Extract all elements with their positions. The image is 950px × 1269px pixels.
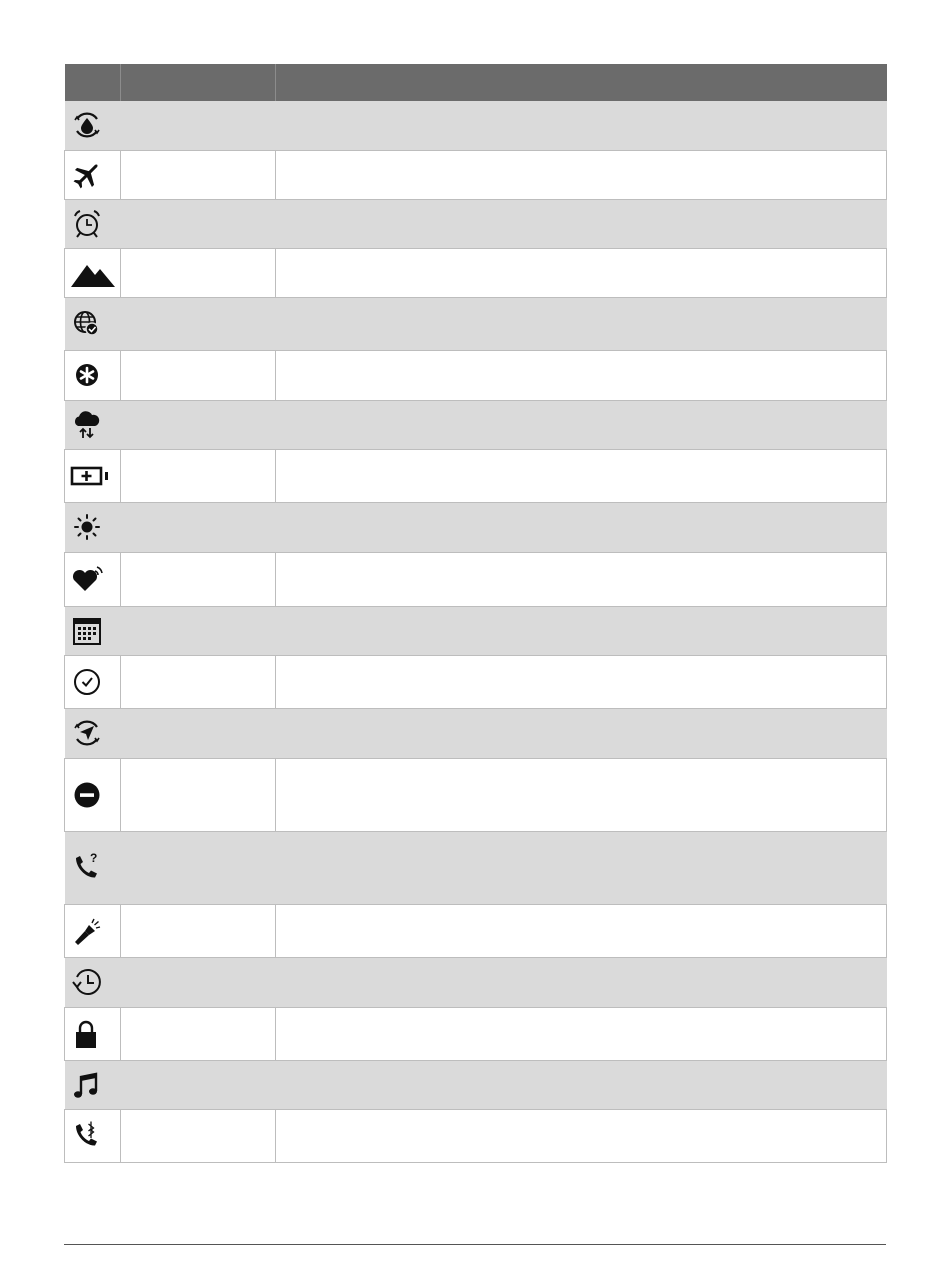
icon-cell bbox=[65, 708, 121, 758]
table-row bbox=[65, 1060, 887, 1109]
mountain-icon bbox=[69, 255, 117, 291]
navigation-arrow-icon bbox=[69, 715, 105, 751]
globe-check-icon bbox=[69, 306, 105, 342]
table-row bbox=[65, 606, 887, 655]
table-row bbox=[65, 199, 887, 248]
table-row bbox=[65, 248, 887, 297]
cloud-sync-icon bbox=[69, 407, 105, 443]
table-row bbox=[65, 758, 887, 831]
phone-bluetooth-icon bbox=[69, 1118, 105, 1154]
icon-cell bbox=[65, 199, 121, 248]
icon-cell bbox=[65, 248, 121, 297]
icon-cell bbox=[65, 606, 121, 655]
do-not-disturb-icon bbox=[69, 777, 105, 813]
alarm-clock-icon bbox=[69, 206, 105, 242]
table-row bbox=[65, 101, 887, 150]
icon-cell bbox=[65, 957, 121, 1007]
table-row bbox=[65, 957, 887, 1007]
table-row bbox=[65, 655, 887, 708]
icon-cell bbox=[65, 150, 121, 199]
airplane-icon bbox=[69, 157, 105, 193]
table-row bbox=[65, 904, 887, 957]
table-row bbox=[65, 449, 887, 502]
icon-cell bbox=[65, 655, 121, 708]
table-row bbox=[65, 831, 887, 904]
table-row bbox=[65, 502, 887, 552]
battery-saver-icon bbox=[69, 458, 113, 494]
table-row bbox=[65, 1007, 887, 1060]
header-icon-col bbox=[65, 64, 121, 101]
icon-cell bbox=[65, 552, 121, 606]
icon-cell bbox=[65, 449, 121, 502]
phone-question-icon bbox=[69, 850, 105, 886]
table-row bbox=[65, 708, 887, 758]
history-clock-icon bbox=[69, 964, 105, 1000]
controls-table bbox=[64, 64, 887, 1163]
icon-cell bbox=[65, 904, 121, 957]
table-row bbox=[65, 400, 887, 449]
icon-cell bbox=[65, 1007, 121, 1060]
header-name-col bbox=[121, 64, 276, 101]
icon-cell bbox=[65, 1109, 121, 1162]
water-drop-in-circle-icon bbox=[69, 107, 105, 143]
table-row bbox=[65, 552, 887, 606]
icon-cell bbox=[65, 400, 121, 449]
heart-rate-broadcast-icon bbox=[69, 561, 109, 597]
calendar-icon bbox=[69, 613, 105, 649]
clock-check-icon bbox=[69, 664, 105, 700]
music-note-icon bbox=[69, 1067, 105, 1103]
header-description-col bbox=[276, 64, 887, 101]
brightness-sun-icon bbox=[69, 509, 105, 545]
icon-cell bbox=[65, 831, 121, 904]
medical-asterisk-icon bbox=[69, 357, 105, 393]
icon-cell bbox=[65, 101, 121, 150]
table-row bbox=[65, 1109, 887, 1162]
icon-cell bbox=[65, 502, 121, 552]
footer-divider bbox=[64, 1244, 886, 1245]
svg-text:?: ? bbox=[89, 850, 97, 865]
icon-cell bbox=[65, 297, 121, 350]
icon-cell bbox=[65, 758, 121, 831]
icon-cell bbox=[65, 350, 121, 400]
table-header-row bbox=[65, 64, 887, 101]
table-row bbox=[65, 150, 887, 199]
table-row bbox=[65, 297, 887, 350]
table-row bbox=[65, 350, 887, 400]
flashlight-icon bbox=[69, 913, 105, 949]
lock-icon bbox=[69, 1016, 105, 1052]
icon-cell bbox=[65, 1060, 121, 1109]
